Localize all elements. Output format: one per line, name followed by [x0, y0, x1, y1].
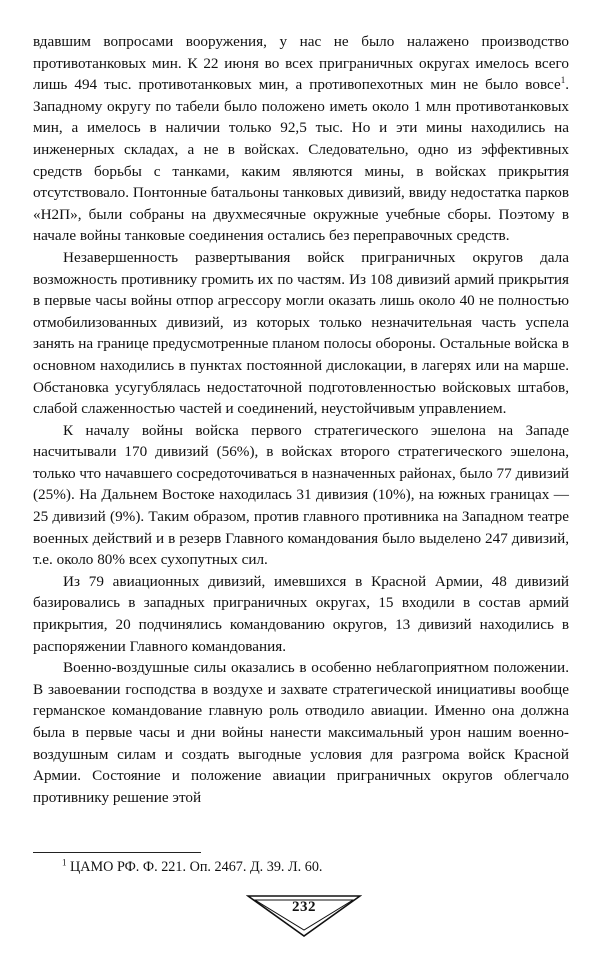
footnote-divider: [33, 852, 201, 853]
page-number-ornament: [246, 893, 362, 939]
main-text: [33, 31, 569, 808]
paragraph-2: Незавершенность развертывания войск приграничных округов дала возможность противнику громить их по частям. Из 108 дивизий армий прикрытия в первые часы войны отпор агрессору могли оказать лишь около 40 не полностью отмобилизованных дивизий, из которых только незначительная часть успела занять на границе предусмотренные планом полосы обороны. Остальные войска в основном находились в пунктах постоянной дислокации, в лагерях или на марше. Обстановка усугублялась недостаточной подготовленностью войсковых штабов, слабой слаженностью частей и соединений, неустойчивым управлением.: [33, 248, 569, 418]
footnote: [62, 858, 542, 876]
page-number: 232: [292, 899, 316, 915]
paragraph-5: Военно-воздушные силы оказались в особенно неблагоприятном положении. В завоевании господства в воздухе и захвате стратегической инициативы вообще германское командование главную роль отводило авиации. Именно она должна была в первые часы и дни войны нанести максимальный урон нашим военно-воздушным силам и создать выгодные условия для разгрома войск Красной Армии. Состояние и положение авиации приграничных округов облегчало противнику решение этой: [33, 659, 569, 806]
paragraph-4: Из 79 авиационных дивизий, имевшихся в Красной Армии, 48 дивизий базировались в западных приграничных округах, 15 входили в состав армий прикрытия, 20 подчинялись командованию округов, 13 дивизий находились в распоряжении Главного командования.: [33, 572, 569, 655]
footnote-text: ЦАМО РФ. Ф. 221. Оп. 2467. Д. 39. Л. 60.: [66, 859, 323, 875]
paragraph-1-text-b: . Западному округу по табели было положено иметь около 1 млн противотанковых мин, а имелось в наличии только 92,5 тыс. Но и эти мины находились на инженерных складах, а не в войсках. Следовательно, одно из эффективных средств борьбы с танками, каким являются мины, в войсках прикрытия отсутствовало. Понтонные батальоны танковых дивизий, ввиду недостатка парков «Н2П», были собраны на двухмесячные окружные учебные сборы. Поэтому в начале войны танковые соединения остались без переправочных средств.: [33, 76, 569, 245]
paragraph-1-text-a: вдавшим вопросами вооружения, у нас не было налажено производство противотанковых мин. К 22 июня во всех приграничных округах имелось всего лишь 494 тыс. противотанковых мин, а противопехотных мин не было вовсе: [33, 33, 569, 94]
paragraph-3: К началу войны войска первого стратегического эшелона на Западе насчитывали 170 дивизий (56%), в войсках второго стратегического эшелона, только что начавшего сосредоточиваться в назначенных районах, было 77 дивизий (25%). На Дальнем Востоке находилась 31 дивизия (10%), на южных границах — 25 дивизий (9%). Таким образом, против главного противника на Западном театре военных действий и в резерв Главного командования было выделено 247 дивизий, т.е. около 80% всех сухопутных сил.: [33, 421, 569, 569]
footnote-marker: 1: [62, 857, 67, 868]
paragraph-1: [33, 31, 569, 247]
footnote-reference: 1: [560, 75, 566, 86]
